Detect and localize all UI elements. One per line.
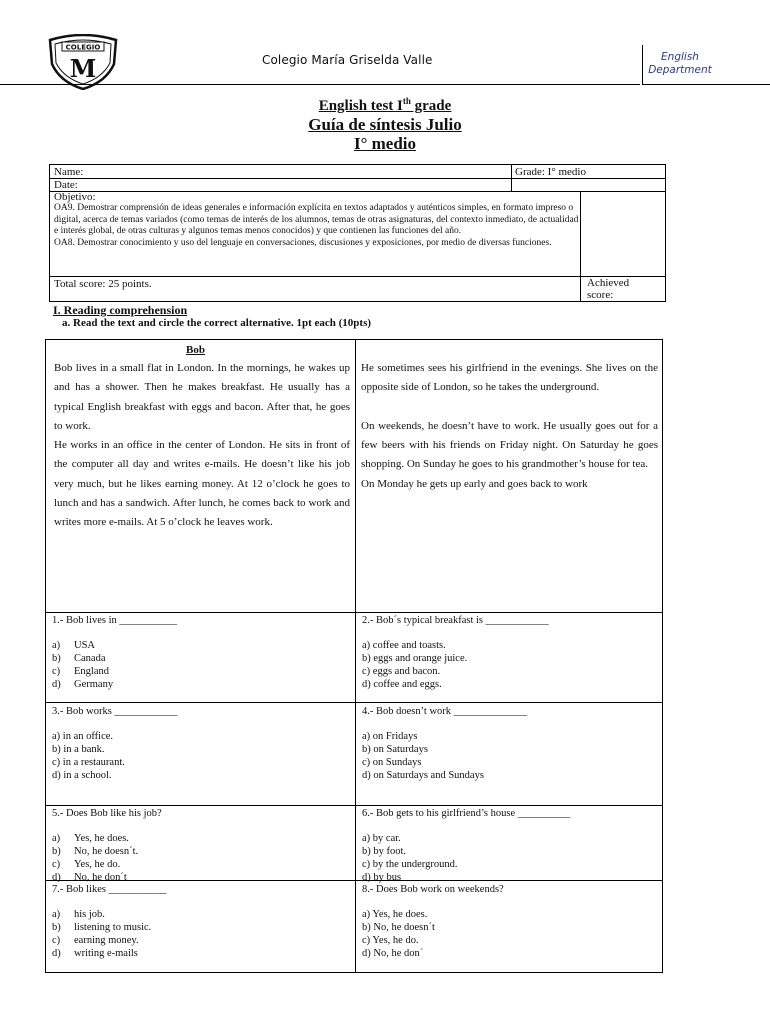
answer-option[interactable]: a) in an office. <box>52 731 114 742</box>
answer-option[interactable]: d) Germany <box>52 679 114 690</box>
answer-option[interactable]: a) by car. <box>362 833 401 844</box>
story-title: Bob <box>186 344 205 356</box>
story-paragraph: Bob lives in a small flat in London. In the mornings, he wakes up and has a shower. Then he makes breakfast. He usually has a typical English breakfast with eggs and bacon. After that, he goes to work. <box>54 362 350 432</box>
department-line1: English <box>661 51 699 63</box>
achieved-score-field[interactable]: Achieved score: <box>587 277 630 301</box>
answer-option[interactable]: c) eggs and bacon. <box>362 666 441 677</box>
question-stem: 3.- Bob works ____________ <box>52 706 178 717</box>
question-5 <box>52 807 162 884</box>
story-paragraph: He works in an office in the center of London. He sits in front of the computer all day and writes e-mails. He doesn’t like his job very much, but he likes earning money. At 12 o’clock he goes to lunch and has a sandwich. After lunch, he comes back to work and writes more e-mails. At 5 o’clock he leaves work. <box>54 439 350 529</box>
story-paragraph: On Monday he gets up early and goes back to work <box>361 477 588 490</box>
question-stem: 8.- Does Bob work on weekends? <box>362 884 504 895</box>
answer-option[interactable]: b) by foot. <box>362 846 407 857</box>
section-heading: I. Reading comprehension <box>53 303 188 317</box>
guide-title: Guía de síntesis Julio <box>308 115 462 134</box>
answer-option[interactable]: b) eggs and orange juice. <box>362 653 468 664</box>
story-left-column <box>54 359 350 533</box>
department-label <box>643 51 717 76</box>
date-field[interactable]: Date: <box>54 179 78 191</box>
answer-option[interactable]: d) No, he don´t <box>52 872 127 883</box>
question-stem: 7.- Bob likes ___________ <box>52 884 167 895</box>
answer-option[interactable]: c) England <box>52 666 109 677</box>
answer-option[interactable]: c) Yes, he do. <box>52 859 121 870</box>
answer-option[interactable]: a) his job. <box>52 909 105 920</box>
answer-option[interactable]: a) coffee and toasts. <box>362 640 446 651</box>
answer-option[interactable]: a) on Fridays <box>362 731 418 742</box>
department-line2: Department <box>648 63 712 76</box>
question-2 <box>362 614 549 691</box>
school-crest-logo <box>46 34 120 90</box>
answer-option[interactable]: b) No, he doesn´t. <box>52 846 139 857</box>
question-stem: 2.- Bob´s typical breakfast is ____________ <box>362 615 549 626</box>
school-name: Colegio María Griselda Valle <box>262 53 433 67</box>
question-stem: 1.- Bob lives in ___________ <box>52 615 178 626</box>
svg-text:COLEGIO: COLEGIO <box>65 43 101 52</box>
answer-option[interactable]: b) No, he doesn´t <box>362 922 435 933</box>
answer-option[interactable]: d) in a school. <box>52 770 112 781</box>
question-6 <box>362 807 570 884</box>
objective-oa8: OA8. Demostrar conocimiento y uso del lenguaje en conversaciones, discusiones y exposiciones, por medio de diversas funciones. <box>54 237 552 248</box>
test-title: English test Ith grade <box>318 96 452 114</box>
answer-option[interactable]: d) No, he don´ <box>362 948 424 959</box>
name-field[interactable]: Name: <box>54 166 84 178</box>
story-paragraph: On weekends, he doesn’t have to work. He usually goes out for a few beers with his friends on Friday night. On Saturday he goes shopping. On Sunday he goes to his grandmother’s house for tea. <box>361 419 658 471</box>
story-right-column <box>361 359 658 494</box>
answer-option[interactable]: d) coffee and eggs. <box>362 679 442 690</box>
answer-option[interactable]: c) earning money. <box>52 935 139 946</box>
answer-option[interactable]: a) USA <box>52 640 96 651</box>
question-8 <box>362 883 504 960</box>
objective-oa9: OA9. Demostrar comprensión de ideas generales e información explícita en textos adaptados y auténticos simples, en formato impreso o digital, acerca de temas variados (como temas de interés de los alumnos, temas de otras asignaturas, del contexto inmediato, de actualidad e interés global, de otras culturas y algunos temas menos conocidos) y que contienen las funciones del año. <box>54 203 579 237</box>
grade-label: Grade: I° medio <box>515 166 586 178</box>
answer-option[interactable]: a) Yes, he does. <box>362 909 428 920</box>
question-1 <box>52 614 177 691</box>
student-info-table <box>49 164 666 302</box>
reading-table <box>45 339 663 973</box>
answer-option[interactable]: b) in a bank. <box>52 744 105 755</box>
question-stem: 5.- Does Bob like his job? <box>52 808 162 819</box>
answer-option[interactable]: c) on Sundays <box>362 757 422 768</box>
answer-option[interactable]: c) Yes, he do. <box>362 935 419 946</box>
svg-text:M: M <box>69 54 97 83</box>
total-score: Total score: 25 points. <box>54 278 152 290</box>
story-paragraph: He sometimes sees his girlfriend in the evenings. She lives on the opposite side of London, so he takes the underground. <box>361 362 658 394</box>
question-4 <box>362 705 527 782</box>
question-stem: 4.- Bob doesn’t work ______________ <box>362 706 528 717</box>
answer-option[interactable]: b) listening to music. <box>52 922 152 933</box>
answer-option[interactable]: d) by bus <box>362 872 402 883</box>
objective-label: Objetivo: <box>54 191 96 203</box>
question-stem: 6.- Bob gets to his girlfriend’s house __________ <box>362 808 571 819</box>
question-7 <box>52 883 166 960</box>
answer-option[interactable]: c) by the underground. <box>362 859 458 870</box>
answer-option[interactable]: b) on Saturdays <box>362 744 428 755</box>
question-3 <box>52 705 177 782</box>
objectives <box>54 192 581 249</box>
answer-option[interactable]: a) Yes, he does. <box>52 833 129 844</box>
header-divider-right <box>642 84 770 85</box>
level-title: I° medio <box>353 134 417 153</box>
answer-option[interactable]: d) writing e-mails <box>52 948 138 959</box>
header-divider <box>0 84 640 85</box>
answer-option[interactable]: c) in a restaurant. <box>52 757 125 768</box>
section-instruction: a. Read the text and circle the correct alternative. 1pt each (10pts) <box>62 317 372 329</box>
answer-option[interactable]: b) Canada <box>52 653 106 664</box>
answer-option[interactable]: d) on Saturdays and Sundays <box>362 770 484 781</box>
